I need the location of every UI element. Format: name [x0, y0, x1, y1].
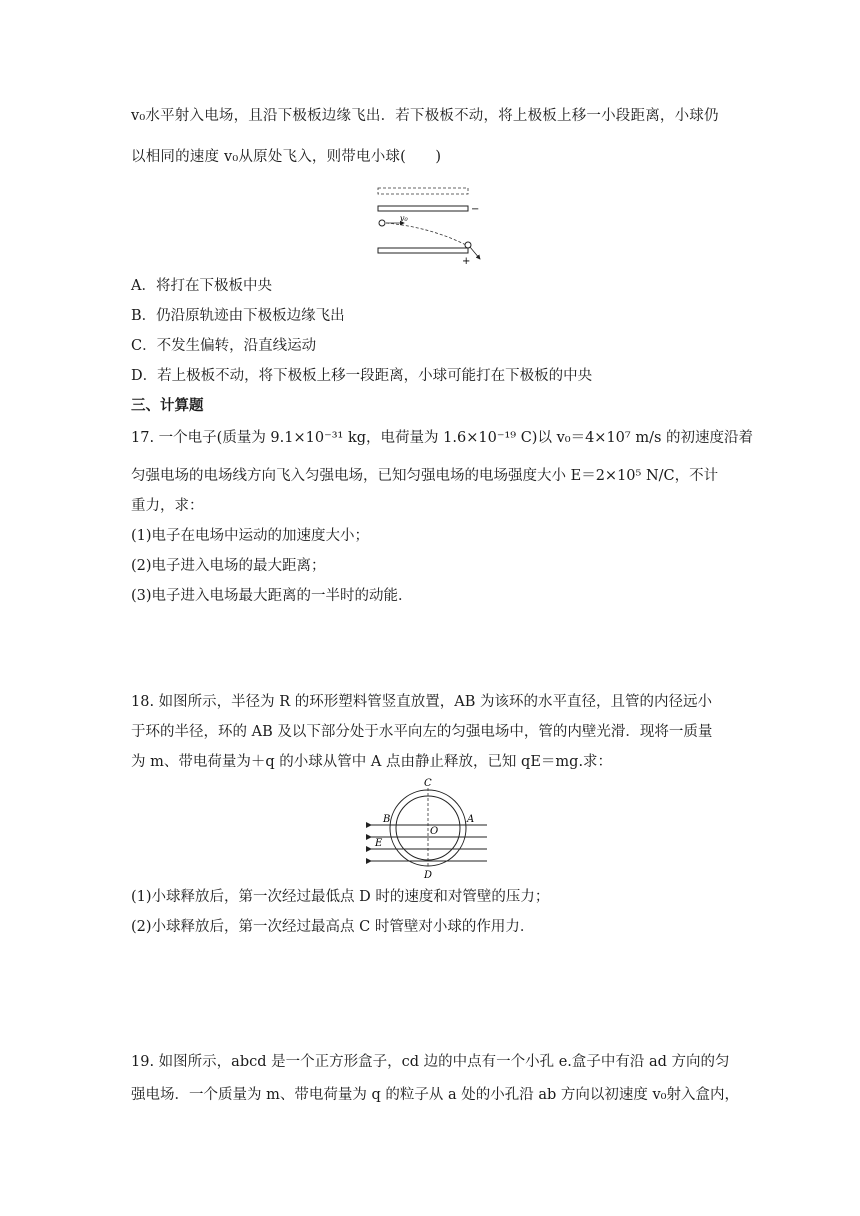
ring-figure [365, 776, 495, 880]
label-b: B [383, 814, 391, 825]
q19-text-line-1: 19. 如图所示，abcd 是一个正方形盒子，cd 边的中点有一个小孔 e.盒子中有沿 ad 方向的匀 [131, 1054, 730, 1070]
label-c: C [424, 778, 432, 789]
option-a: A．将打在下极板中央 [131, 278, 272, 294]
q17-text-line-3: 重力，求： [131, 498, 204, 514]
q18-part-1: (1)小球释放后，第一次经过最低点 D 时的速度和对管壁的压力； [131, 889, 550, 905]
q17-part-1: (1)电子在电场中运动的加速度大小； [131, 528, 370, 544]
ball-start [379, 220, 385, 226]
plus-sign: + [462, 256, 471, 265]
q17-text-line-1: 17. 一个电子(质量为 9.1×10⁻³¹ kg，电荷量为 1.6×10⁻¹⁹ C)以 v₀＝4×10⁷ m/s 的初速度沿着 [131, 430, 754, 446]
label-a: A [467, 814, 475, 825]
section-title: 三、计算题 [131, 398, 204, 414]
upper-plate [378, 206, 468, 211]
q18-text-line-2: 于环的半径，环的 AB 及以下部分处于水平向左的匀强电场中，管的内壁光滑．现将一质量 [131, 724, 713, 740]
minus-sign: − [471, 204, 480, 215]
moved-upper-plate [378, 188, 468, 194]
label-o: O [430, 826, 439, 837]
label-d: D [424, 870, 433, 880]
label-e: E [375, 838, 383, 849]
q17-part-2: (2)电子进入电场的最大距离； [131, 558, 326, 574]
q18-text-line-3: 为 m、带电荷量为＋q 的小球从管中 A 点由静止释放，已知 qE＝mg.求： [131, 754, 613, 770]
q17-part-3: (3)电子进入电场最大距离的一半时的动能． [131, 588, 413, 604]
q18-part-2: (2)小球释放后，第一次经过最高点 C 时管壁对小球的作用力． [131, 919, 535, 935]
trajectory [386, 223, 466, 245]
lower-plate [378, 248, 468, 253]
q18-text-line-1: 18. 如图所示，半径为 R 的环形塑料管竖直放置，AB 为该环的水平直径，且管的内径远小 [131, 694, 713, 710]
capacitor-figure [370, 183, 490, 265]
option-b: B．仍沿原轨迹由下极板边缘飞出 [131, 308, 345, 324]
v0-label: v₀ [400, 214, 408, 223]
q16-text-line-2: 以相同的速度 v₀从原处飞入，则带电小球( ) [131, 149, 442, 165]
q16-text-line-1: v₀水平射入电场，且沿下极板边缘飞出．若下极板不动，将上极板上移一小段距离，小球仍 [131, 108, 719, 124]
q17-text-line-2: 匀强电场的电场线方向飞入匀强电场，已知匀强电场的电场强度大小 E＝2×10⁵ N/C，不计 [131, 468, 719, 484]
option-d: D．若上极板不动，将下极板上移一段距离，小球可能打在下极板的中央 [131, 368, 593, 384]
q19-text-line-2: 强电场．一个质量为 m、带电荷量为 q 的粒子从 a 处的小孔沿 ab 方向以初速度 v₀射入盒内， [131, 1087, 739, 1103]
option-c: C．不发生偏转，沿直线运动 [131, 338, 317, 354]
